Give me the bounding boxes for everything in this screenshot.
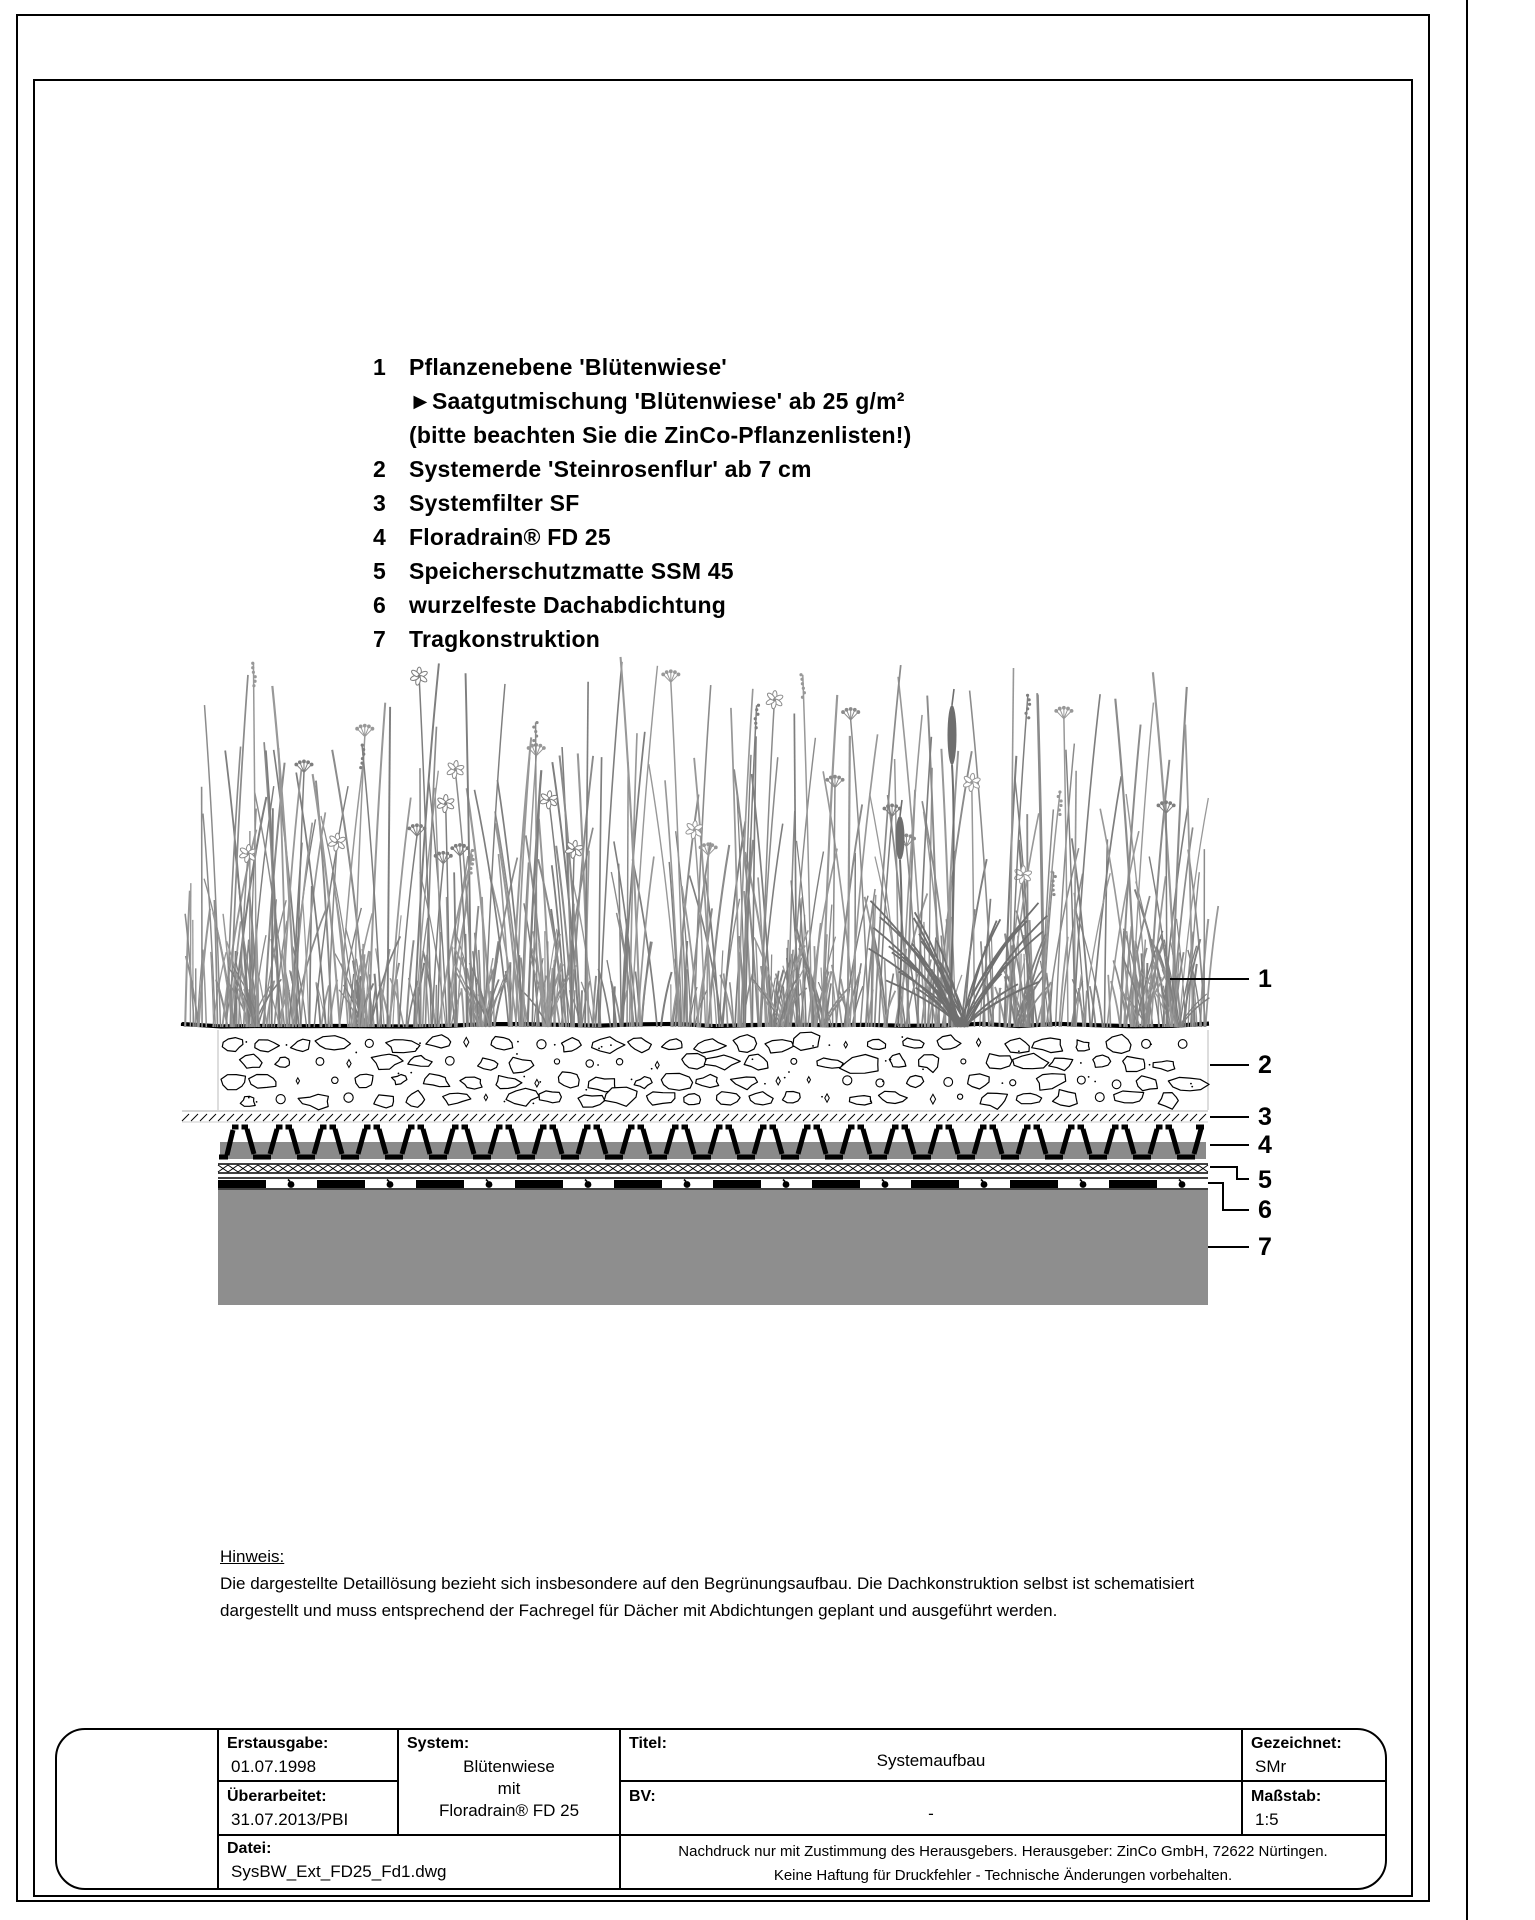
legend-item-number: 7 (373, 626, 386, 652)
legend-item-text: Speicherschutzmatte SSM 45 (409, 558, 734, 584)
reprint-notice-line2: Keine Haftung für Druckfehler - Technische Änderungen vorbehalten. (773, 1867, 1233, 1884)
legend-item-1b (373, 420, 1133, 454)
titleblock-divider (218, 1780, 399, 1782)
legend-item-6 (373, 590, 1133, 624)
legend-item-text: Tragkonstruktion (409, 626, 601, 652)
file-value: SysBW_Ext_FD25_Fd1.dwg (231, 1862, 447, 1881)
note-line-1: Die dargestellte Detaillösung bezieht sich insbesondere auf den Begrünungsaufbau. Die Dachkonstruktion selbst ist schematisiert (220, 1574, 1195, 1593)
legend-item-text: wurzelfeste Dachabdichtung (409, 592, 727, 618)
legend-item-number: 5 (373, 558, 386, 584)
legend-item-text: Systemerde 'Steinrosenflur' ab 7 cm (409, 456, 812, 482)
legend-item-2 (373, 454, 1133, 488)
legend-item-1a (373, 386, 1133, 420)
titleblock-divider (217, 1729, 219, 1889)
legend-item-7 (373, 624, 1133, 658)
legend-item-4 (373, 522, 1133, 556)
system-label: System: (407, 1735, 470, 1752)
revised-label: Überarbeitet: (227, 1788, 327, 1805)
callout-number-1: 1 (1258, 965, 1272, 993)
legend-item-text: Floradrain® FD 25 (409, 524, 611, 550)
callout-number-5: 5 (1258, 1166, 1272, 1194)
legend-item-1 (373, 352, 1133, 386)
callout-number-6: 6 (1258, 1196, 1272, 1224)
callout-number-7: 7 (1258, 1233, 1272, 1261)
legend-item-number: 6 (373, 592, 386, 618)
legend-item-text: ►Saatgutmischung 'Blütenwiese' ab 25 g/m² (409, 388, 905, 414)
system-value-line2: mit (497, 1779, 521, 1798)
callout-number-4: 4 (1258, 1131, 1272, 1159)
legend-item-text: Systemfilter SF (409, 490, 580, 516)
bv-value: - (928, 1804, 934, 1823)
revised-value: 31.07.2013/PBI (231, 1810, 349, 1829)
system-value-line3: Floradrain® FD 25 (438, 1801, 580, 1820)
file-label: Datei: (227, 1840, 272, 1857)
layer-legend (373, 352, 1133, 658)
title-label: Titel: (629, 1735, 667, 1752)
legend-item-number: 4 (373, 524, 386, 550)
reprint-notice-line1: Nachdruck nur mit Zustimmung des Herausgebers. Herausgeber: ZinCo GmbH, 72622 Nürtingen. (678, 1843, 1328, 1860)
legend-item-5 (373, 556, 1133, 590)
note-line-2: dargestellt und muss entsprechend der Fachregel für Dächer mit Abdichtungen geplant und ausgeführt werden. (220, 1601, 1058, 1620)
note-block (220, 1543, 1250, 1624)
note-label: Hinweis: (220, 1547, 285, 1566)
title-value: Systemaufbau (876, 1751, 986, 1770)
titleblock-divider (218, 1834, 1386, 1836)
drawn-by-label: Gezeichnet: (1251, 1735, 1342, 1752)
callout-number-3: 3 (1258, 1103, 1272, 1131)
scale-value: 1:5 (1255, 1810, 1279, 1829)
legend-item-number: 2 (373, 456, 386, 482)
legend-item-number: 1 (373, 354, 386, 380)
drawn-by-value: SMr (1255, 1757, 1287, 1776)
legend-item-text: Pflanzenebene 'Blütenwiese' (409, 354, 727, 380)
legend-item-number: 3 (373, 490, 386, 516)
first-issue-label: Erstausgabe: (227, 1735, 329, 1752)
callout-number-2: 2 (1258, 1051, 1272, 1079)
first-issue-value: 01.07.1998 (231, 1757, 317, 1776)
system-value-line1: Blütenwiese (463, 1757, 555, 1776)
scale-label: Maßstab: (1251, 1788, 1322, 1805)
legend-item-3 (373, 488, 1133, 522)
titleblock-divider (620, 1780, 1386, 1782)
bv-label: BV: (629, 1788, 656, 1805)
legend-item-text: (bitte beachten Sie die ZinCo-Pflanzenlisten!) (409, 422, 912, 448)
